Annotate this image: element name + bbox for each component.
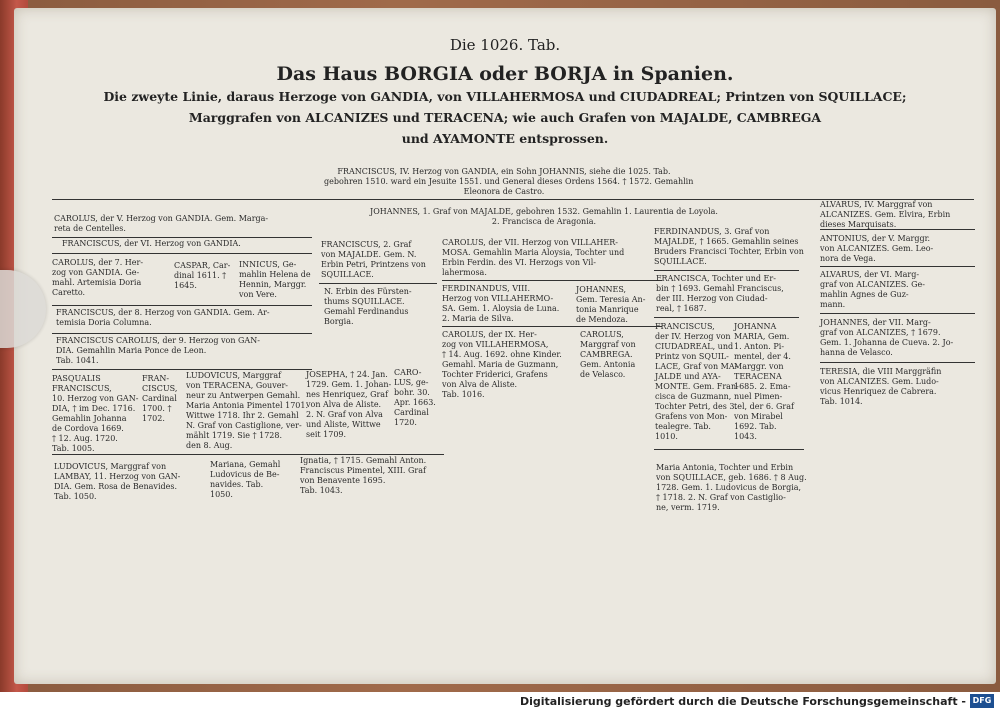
entry-teresia: TERESIA, die VIII Marggräfin von ALCANIZES. Gem. Ludo- vicus Henriquez de Cabrera. Tab. 1014. — [820, 367, 942, 406]
footer-credit: Digitalisierung gefördert durch die Deutsche Forschungsgemeinschaft - — [519, 695, 966, 708]
entry-johannes-majalde: JOHANNES, 1. Graf von MAJALDE, gebohren 1532. Gemahlin 1. Laurentia de Loyola. 2. Francisca de Aragonia. — [370, 207, 718, 226]
entry-franciscus-viii: FRANCISCUS, der 8. Herzog von GANDIA. Gem. Ar- temisia Doria Columna. — [56, 308, 270, 327]
entry-johannes-cambrega: JOHANNES, Gem. Teresia An- tonia Manrique de Mendoza. — [576, 285, 646, 324]
entry-mariana: Mariana, Gemahl Ludovicus de Be- navides. Tab. 1050. — [210, 460, 281, 499]
entry-ignatia: Ignatia, † 1715. Gemahl Anton. Franciscus Pimentel, XIII. Graf von Benavente 1695. Tab. 1043. — [300, 456, 427, 495]
footer-bar — [0, 692, 1000, 711]
entry-franciscus-cardinal: FRAN- CISCUS, Cardinal 1700. † 1702. — [142, 374, 178, 423]
entry-franciscus-vi: FRANCISCUS, der VI. Herzog von GANDIA. — [62, 239, 241, 248]
entry-franciscus-squillace: FRANCISCUS, 2. Graf von MAJALDE. Gem. N. Erbin Petri, Printzens von SQUILLACE. — [321, 240, 426, 279]
entry-franciscus-carolus: FRANCISCUS CAROLUS, der 9. Herzog von GAN- DIA. Gemahlin Maria Ponce de Leon. Tab. 1041. — [56, 336, 260, 365]
entry-carolus-cardinal: CARO- LUS, ge- bohr. 30. Apr. 1663. Cardinal 1720. — [394, 368, 436, 427]
entry-carolus-ix: CAROLUS, der IX. Her- zog von VILLAHERMOSA, † 14. Aug. 1692. ohne Kinder. Gemahl. Maria de Guzmann, Tochter Friderici, Grafens von Alva de Aliste. Tab. 1016. — [442, 330, 562, 399]
entry-ludovicus-teracena: LUDOVICUS, Marggraf von TERACENA, Gouver- neur zu Antwerpen Gemahl. Maria Antonia Pimentel 1701. Wittwe 1718. Ihr 2. Gemahl N. Graf von Castiglione, ver- mählt 1719. Sie † 1728. den 8. Aug. — [186, 371, 309, 450]
entry-ludovicus-lambay: LUDOVICUS, Marggraf von LAMBAY, 11. Herzog von GAN- DIA. Gem. Rosa de Benavides. Tab. 1050. — [54, 462, 181, 501]
entry-franciscus-iv: FRANCISCUS, IV. Herzog von GANDIA, ein Sohn JOHANNIS, siehe die 1025. Tab. gebohren 1510. ward ein Jesuite 1551. und General dieses Ordens 1564. † 1572. Gemahlin Eleonora de Castro. — [324, 167, 694, 196]
entry-ferdinandus-viii: FERDINANDUS, VIII. Herzog von VILLAHERMO- SA. Gem. 1. Aloysia de Luna. 2. Maria de Silva. — [442, 284, 560, 323]
entry-carolus-vii-gandia: CAROLUS, der 7. Her- zog von GANDIA. Ge- mahl. Artemisia Doria Caretto. — [52, 258, 144, 297]
entry-alvarus-iv: ALVARUS, IV. Marggraf von ALCANIZES. Gem. Elvira, Erbin dieses Marquisats. — [820, 200, 951, 229]
entry-caspar: CASPAR, Car- dinal 1611. † 1645. — [174, 261, 231, 290]
tab-label: Die 1026. Tab. — [449, 36, 561, 54]
entry-innicus: INNICUS, Ge- mahlin Helena de Hennin, Marggr. von Vere. — [239, 260, 311, 299]
subtitle-line-2: Marggrafen von ALCANIZES und TERACENA; wie auch Grafen von MAJALDE, CAMBREGA — [188, 110, 822, 125]
scanned-page — [14, 8, 996, 684]
entry-carolus-vii-villahermosa: CAROLUS, der VII. Herzog von VILLAHER- MOSA. Gemahlin Maria Aloysia, Tochter und Erbin Ferdin. des VI. Herzogs von Vil- lahermosa. — [442, 238, 625, 277]
entry-johanna-maria: JOHANNA MARIA, Gem. 1. Anton. Pi- mentel, der 4. Marggr. von TERACENA 1685. 2. Ema- nuel Pimen- tel, der 6. Graf von Mirabel 1692. Tab. 1043. — [734, 322, 794, 441]
entry-pasqualis: PASQUALIS FRANCISCUS, 10. Herzog von GAN- DIA, † im Dec. 1716. Gemahlin Johanna de Cordova 1669. † 12. Aug. 1720. Tab. 1005. — [52, 374, 139, 453]
subtitle-line-1: Die zweyte Linie, daraus Herzoge von GANDIA, von VILLAHERMOSA und CIUDADREAL; Printzen von SQUILLACE; — [103, 89, 907, 104]
page-title: Das Haus BORGIA oder BORJA in Spanien. — [276, 63, 734, 85]
subtitle-line-3: und AYAMONTE entsprossen. — [401, 131, 609, 146]
entry-antonius-v: ANTONIUS, der V. Marggr. von ALCANIZES. Gem. Leo- nora de Vega. — [820, 234, 934, 263]
entry-carolus-v: CAROLUS, der V. Herzog von GANDIA. Gem. Marga- reta de Centelles. — [54, 214, 269, 233]
entry-ferdinandus-3: FERDINANDUS, 3. Graf von MAJALDE, † 1665. Gemahlin seines Bruders Francisci Tochter, Erbin von SQUILLACE. — [654, 227, 804, 266]
entry-franciscus-iv-ciudadreal: FRANCISCUS, der IV. Herzog von CIUDADREAL, und Printz von SQUIL- LACE, Graf von MA- JALDE und AYA- MONTE. Gem. Fran- cisca de Guzmann, Tochter Petri, des 3. Grafens von Mon- tealegre. Tab. 1010. — [655, 322, 739, 441]
entry-carolus-cambrega: CAROLUS, Marggraf von CAMBREGA. Gem. Antonia de Velasco. — [580, 330, 636, 379]
entry-johannes-vii: JOHANNES, der VII. Marg- graf von ALCANIZES, † 1679. Gem. 1. Johanna de Cueva. 2. Jo- hanna de Velasco. — [820, 318, 954, 357]
entry-n-erbin: N. Erbin des Fürsten- thums SQUILLACE. Gemahl Ferdinandus Borgia. — [324, 287, 412, 326]
entry-josepha: JOSEPHA, † 24. Jan. 1729. Gem. 1. Johan- nes Henriquez, Graf von Alva de Aliste. 2. N. Graf von Alva und Aliste, Wittwe seit 1709. — [306, 370, 392, 439]
entry-maria-antonia: Maria Antonia, Tochter und Erbin von SQUILLACE, geb. 1686. † 8 Aug. 1728. Gem. 1. Ludovicus de Borgia, † 1718. 2. N. Graf von Castiglio- ne, verm. 1719. — [656, 463, 807, 512]
entry-francisca: FRANCISCA, Tochter und Er- bin † 1693. Gemahl Franciscus, der III. Herzog von Ciudad- real, † 1687. — [656, 274, 784, 313]
entry-alvarus-vi: ALVARUS, der VI. Marg- graf von ALCANIZES. Ge- mahlin Agnes de Guz- mann. — [820, 270, 925, 309]
dfg-logo: DFG — [970, 694, 994, 708]
